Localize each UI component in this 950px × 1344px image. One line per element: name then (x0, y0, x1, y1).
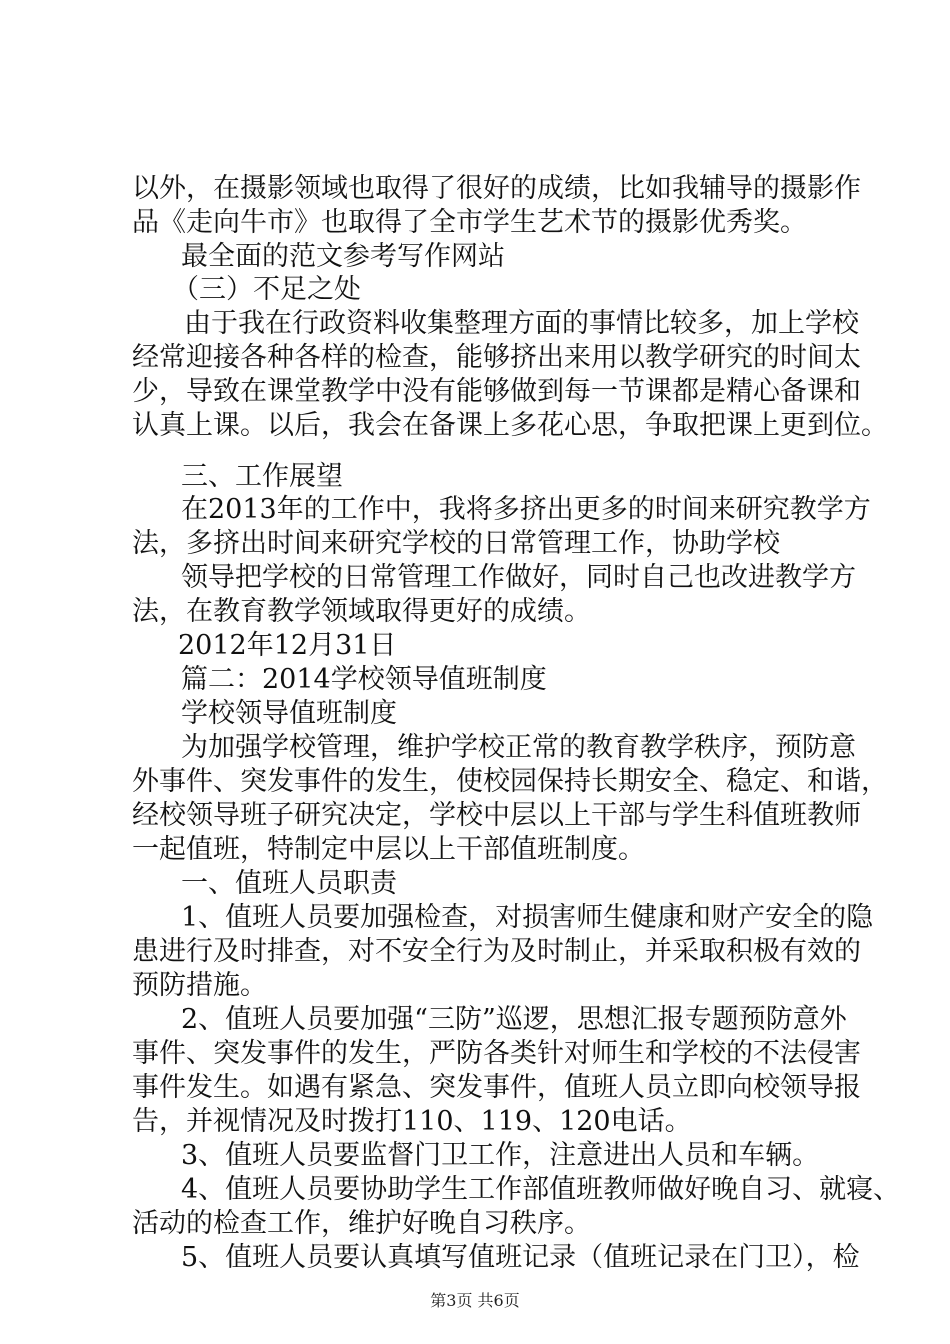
body-line-text: 活动的检查工作，维护好晚自习秩序。 (132, 1208, 591, 1239)
body-line-text: 法，在教育教学领域取得更好的成绩。 (132, 596, 591, 627)
body-line-text: 由于我在行政资料收集整理方面的事情比较多，加上学校 (184, 308, 859, 339)
body-line-text: 以外，在摄影领域也取得了很好的成绩，比如我辅导的摄影作 (132, 173, 861, 204)
body-line-text: 告，并视情况及时拨打110、119、120电话。 (132, 1106, 692, 1137)
body-line-text: 品《走向牛市》也取得了全市学生艺术节的摄影优秀奖。 (132, 207, 807, 238)
section-heading-text: （三）不足之处 (172, 274, 361, 305)
body-line-text: 预防措施。 (132, 970, 267, 1001)
body-line-text: 一起值班，特制定中层以上干部值班制度。 (132, 834, 645, 865)
article-heading-text: 篇二：2014学校领导值班制度 (181, 664, 547, 695)
section-heading-text: 一、值班人员职责 (181, 868, 397, 899)
body-line-text: 领导把学校的日常管理工作做好，同时自己也改进教学方 (181, 562, 856, 593)
body-line-text: 外事件、突发事件的发生，使校园保持长期安全、稳定、和谐， (132, 766, 888, 797)
body-line-text: 5、值班人员要认真填写值班记录（值班记录在门卫），检 (181, 1242, 860, 1273)
article-title-text: 学校领导值班制度 (181, 698, 397, 729)
body-line-text: 法，多挤出时间来研究学校的日常管理工作，协助学校 (132, 528, 780, 559)
body-line-text: 为加强学校管理，维护学校正常的教育教学秩序，预防意 (181, 732, 856, 763)
body-line-text: 1、值班人员要加强检查，对损害师生健康和财产安全的隐 (181, 902, 874, 933)
body-line-text: 在2013年的工作中，我将多挤出更多的时间来研究教学方 (181, 494, 871, 525)
section-heading-text: 三、工作展望 (181, 461, 343, 492)
body-line-text: 2、值班人员要加强“三防”巡逻，思想汇报专题预防意外 (181, 1004, 847, 1035)
body-line-text: 最全面的范文参考写作网站 (181, 241, 505, 272)
body-line-text: 事件、突发事件的发生，严防各类针对师生和学校的不法侵害 (132, 1038, 861, 1069)
body-line-text: 认真上课。以后，我会在备课上多花心思，争取把课上更到位。 (132, 410, 888, 441)
body-line-text: 3、值班人员要监督门卫工作，注意进出人员和车辆。 (181, 1140, 820, 1171)
date-text: 2012年12月31日 (178, 630, 397, 661)
body-line-text: 患进行及时排查，对不安全行为及时制止，并采取积极有效的 (132, 936, 861, 967)
body-line-text: 4、值班人员要协助学生工作部值班教师做好晚自习、就寝、 (181, 1174, 901, 1205)
page-footer: 第3页 共6页 (430, 1291, 520, 1310)
body-line-text: 经常迎接各种各样的检查，能够挤出来用以教学研究的时间太 (132, 342, 861, 373)
body-line-text: 事件发生。如遇有紧急、突发事件，值班人员立即向校领导报 (132, 1072, 861, 1103)
body-line-text: 经校领导班子研究决定，学校中层以上干部与学生科值班教师 (132, 800, 861, 831)
body-line-text: 少，导致在课堂教学中没有能够做到每一节课都是精心备课和 (132, 376, 861, 407)
